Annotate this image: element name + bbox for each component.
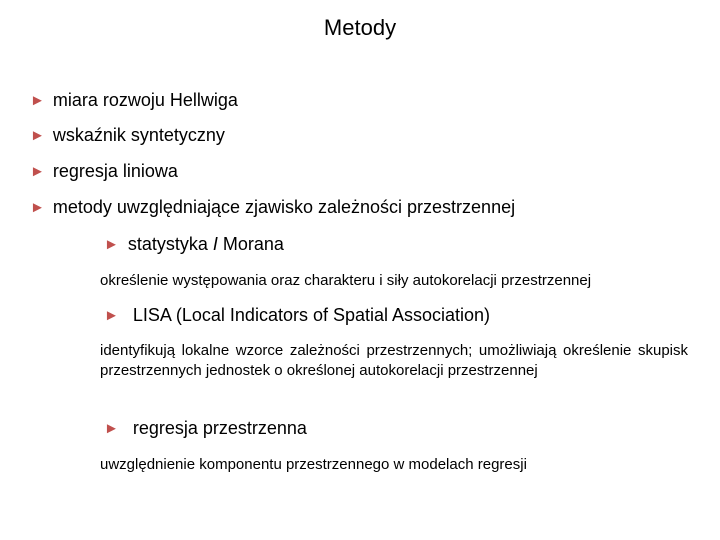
bullet-label: miara rozwoju Hellwiga (52, 90, 238, 110)
subsection-heading-italic: I (212, 234, 218, 254)
subsection-description-moran: określenie występowania oraz charakteru i siły autokorelacji przestrzennej (100, 272, 592, 289)
bullet-label: regresja liniowa (52, 161, 178, 181)
subsection-lisa (104, 304, 490, 327)
bullet-label: metody uwzględniające zjawisko zależności przestrzennej (52, 197, 516, 217)
bullet-label: wskaźnik syntetyczny (52, 125, 225, 145)
arrow-right-icon: ► (104, 307, 119, 324)
subsection-heading: LISA (Local Indicators of Spatial Association) (132, 305, 491, 325)
subsection-spatial-regression (104, 417, 307, 440)
arrow-right-icon: ► (104, 236, 119, 253)
arrow-right-icon: ► (30, 92, 45, 109)
subsection-description-spatial-regression: uwzględnienie komponentu przestrzennego w modelach regresji (100, 456, 527, 473)
page-title: Metody (323, 15, 397, 40)
subsection-heading: regresja przestrzenna (132, 418, 307, 438)
arrow-right-icon: ► (30, 163, 45, 180)
subsection-heading-pre: statystyka (127, 234, 213, 254)
arrow-right-icon: ► (30, 127, 45, 144)
arrow-right-icon: ► (30, 199, 45, 216)
subsection-moran (104, 233, 284, 256)
subsection-heading-post: Morana (217, 234, 284, 254)
bullet-item-hellwig (30, 89, 238, 112)
bullet-item-synthetic-index (30, 124, 225, 147)
subsection-description-lisa: identyfikują lokalne wzorce zależności przestrzennych; umożliwiają określenie skupisk przestrzennych jednostek o określonej autokorelacji przestrzennej (100, 342, 688, 379)
bullet-item-spatial-methods (30, 196, 515, 219)
bullet-item-linear-regression (30, 160, 178, 183)
arrow-right-icon: ► (104, 420, 119, 437)
